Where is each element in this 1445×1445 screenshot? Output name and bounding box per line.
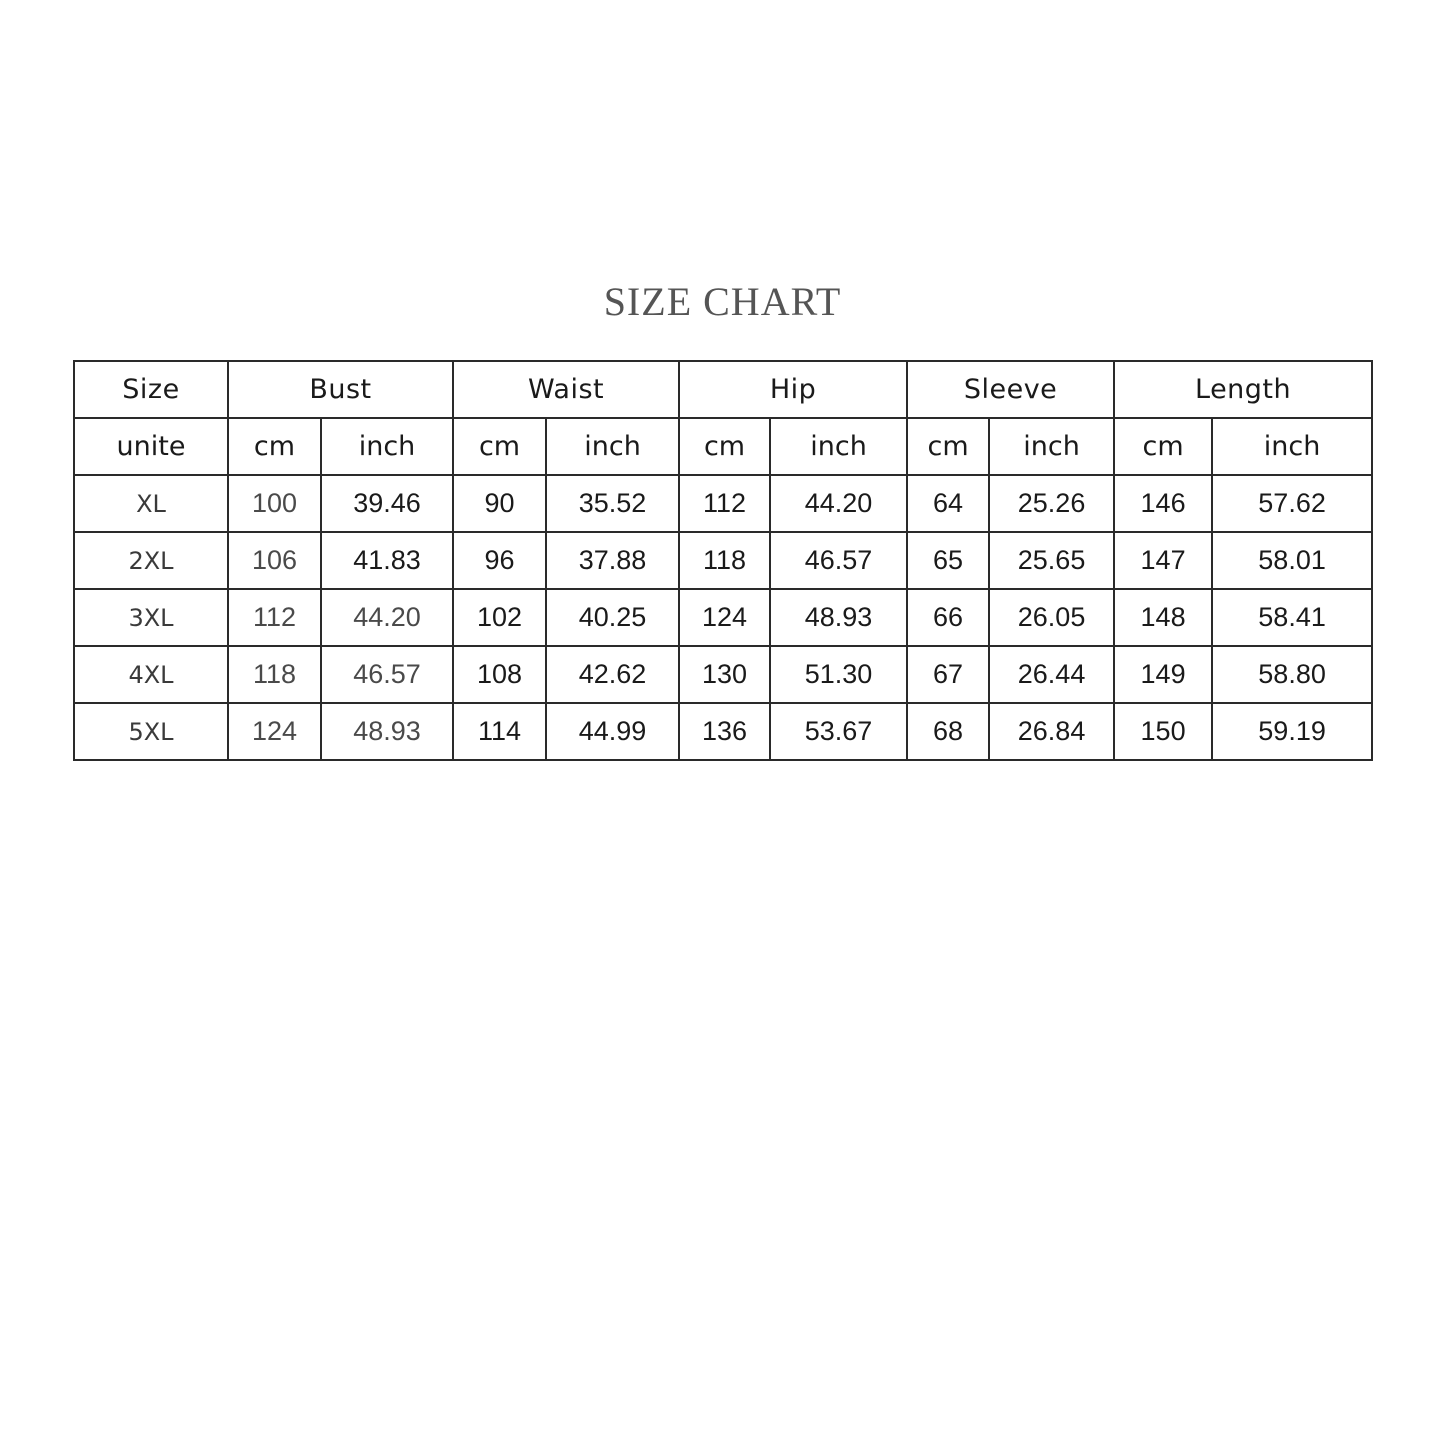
value-cell: 58.41 [1212,589,1372,646]
value-cell: 41.83 [321,532,453,589]
value-cell: 26.44 [989,646,1114,703]
value-cell: 25.65 [989,532,1114,589]
sleeve-header: Sleeve [907,361,1114,418]
value-cell: 68 [907,703,989,760]
size-chart-table [73,360,1373,761]
unit-label: unite [74,418,228,475]
size-cell: 5XL [74,703,228,760]
value-cell: 59.19 [1212,703,1372,760]
value-cell: 57.62 [1212,475,1372,532]
size-cell: 2XL [74,532,228,589]
unit-cell: cm [907,418,989,475]
value-cell: 114 [453,703,546,760]
value-cell: 46.57 [321,646,453,703]
value-cell: 26.05 [989,589,1114,646]
value-cell: 40.25 [546,589,679,646]
unit-cell: cm [228,418,321,475]
value-cell: 58.80 [1212,646,1372,703]
unit-cell: cm [679,418,770,475]
value-cell: 136 [679,703,770,760]
value-cell: 48.93 [770,589,907,646]
page-title: SIZE CHART [603,279,842,324]
unit-header-row [74,418,1372,475]
value-cell: 65 [907,532,989,589]
value-cell: 58.01 [1212,532,1372,589]
value-cell: 46.57 [770,532,907,589]
unit-cell: inch [321,418,453,475]
value-cell: 112 [228,589,321,646]
value-cell: 118 [228,646,321,703]
unit-cell: inch [989,418,1114,475]
value-cell: 53.67 [770,703,907,760]
group-header-row [74,361,1372,418]
value-cell: 148 [1114,589,1212,646]
waist-header: Waist [453,361,679,418]
value-cell: 44.20 [321,589,453,646]
value-cell: 64 [907,475,989,532]
table-row [74,475,1372,532]
table-row [74,589,1372,646]
value-cell: 150 [1114,703,1212,760]
table-row [74,703,1372,760]
size-cell: 3XL [74,589,228,646]
value-cell: 39.46 [321,475,453,532]
length-header: Length [1114,361,1372,418]
value-cell: 124 [679,589,770,646]
value-cell: 35.52 [546,475,679,532]
bust-header: Bust [228,361,453,418]
value-cell: 118 [679,532,770,589]
value-cell: 26.84 [989,703,1114,760]
value-cell: 66 [907,589,989,646]
value-cell: 37.88 [546,532,679,589]
hip-header: Hip [679,361,907,418]
value-cell: 51.30 [770,646,907,703]
value-cell: 42.62 [546,646,679,703]
unit-cell: inch [546,418,679,475]
value-cell: 25.26 [989,475,1114,532]
value-cell: 147 [1114,532,1212,589]
value-cell: 48.93 [321,703,453,760]
unit-cell: cm [453,418,546,475]
value-cell: 44.99 [546,703,679,760]
unit-cell: inch [1212,418,1372,475]
value-cell: 108 [453,646,546,703]
value-cell: 102 [453,589,546,646]
value-cell: 130 [679,646,770,703]
size-cell: XL [74,475,228,532]
value-cell: 112 [679,475,770,532]
value-cell: 146 [1114,475,1212,532]
value-cell: 100 [228,475,321,532]
value-cell: 90 [453,475,546,532]
unit-cell: inch [770,418,907,475]
size-cell: 4XL [74,646,228,703]
table-row [74,646,1372,703]
value-cell: 67 [907,646,989,703]
value-cell: 44.20 [770,475,907,532]
value-cell: 96 [453,532,546,589]
unit-cell: cm [1114,418,1212,475]
size-header: Size [74,361,228,418]
value-cell: 124 [228,703,321,760]
value-cell: 106 [228,532,321,589]
value-cell: 149 [1114,646,1212,703]
table-row [74,532,1372,589]
